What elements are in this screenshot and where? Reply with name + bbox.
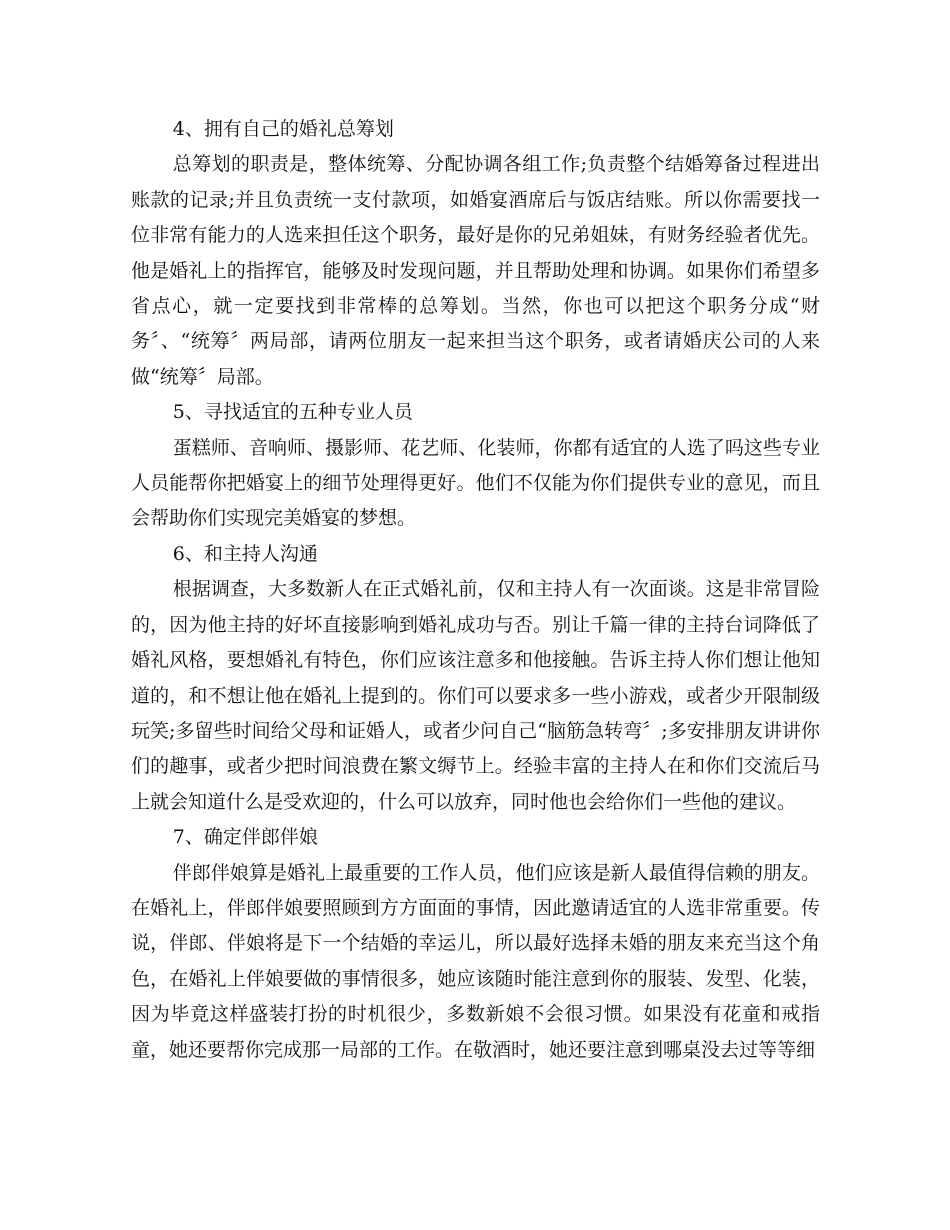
section-heading-best-planner: 4、拥有自己的婚礼总筹划 [172, 118, 394, 140]
paragraph-professionals: 蛋糕师、音响师、摄影师、花艺师、化装师，你都有适宜的人选了吗这些专业人员能帮你把婚宴上的细节处理得更好。他们不仅能为你们提供专业的意见，而且会帮助你们实现完美婚宴的梦想。 [131, 436, 820, 530]
paragraph-groomsmen-bridesmaids: 伴郎伴娘算是婚礼上最重要的工作人员，他们应该是新人最值得信赖的朋友。在婚礼上，伴郎伴娘要照顾到方方面面的事情，因此邀请适宜的人选非常重要。传说，伴郎、伴娘将是下一个结婚的幸运儿，所以最好选择未婚的朋友来充当这个角色，在婚礼上伴娘要做的事情很多，她应该随时能注意到你的服装、发型、化装，因为毕竟这样盛装打扮的时机很少，多数新娘不会很习惯。如果没有花童和戒指童，她还要帮你完成那一局部的工作。在敬酒时，她还要注意到哪桌没去过等等细 [131, 861, 820, 1061]
document-body [131, 112, 820, 1068]
section-heading-host: 6、和主持人沟通 [172, 542, 318, 565]
section-heading-professionals: 5、寻找适宜的五种专业人员 [172, 401, 413, 424]
paragraph-host: 根据调查，大多数新人在正式婚礼前，仅和主持人有一次面谈。这是非常冒险的，因为他主持的好坏直接影响到婚礼成功与否。别让千篇一律的主持台词降低了婚礼风格，要想婚礼有特色，你们应该注意多和他接触。告诉主持人你们想让他知道的，和不想让他在婚礼上提到的。你们可以要求多一些小游戏，或者少开限制级玩笑;多留些时间给父母和证婚人，或者少问自己“脑筋急转弯〞;多安排朋友讲讲你们的趣事，或者少把时间浪费在繁文缛节上。经验丰富的主持人在和你们交流后马上就会知道什么是受欢迎的，什么可以放弃，同时他也会给你们一些他的建议。 [131, 578, 820, 813]
paragraph-best-planner: 总筹划的职责是，整体统筹、分配协调各组工作;负责整个结婚筹备过程进出账款的记录;并且负责统一支付款项，如婚宴酒席后与饭店结账。所以你需要找一位非常有能力的人选来担任这个职务，最好是你的兄弟姐妹，有财务经验者优先。他是婚礼上的指挥官，能够及时发现问题，并且帮助处理和协调。如果你们希望多省点心，就一定要找到非常棒的总筹划。当然，你也可以把这个职务分成“财务〞、“统筹〞两局部，请两位朋友一起来担当这个职务，或者请婚庆公司的人来做“统筹〞局部。 [131, 153, 820, 388]
section-heading-groomsmen-bridesmaids: 7、确定伴郎伴娘 [172, 826, 318, 849]
